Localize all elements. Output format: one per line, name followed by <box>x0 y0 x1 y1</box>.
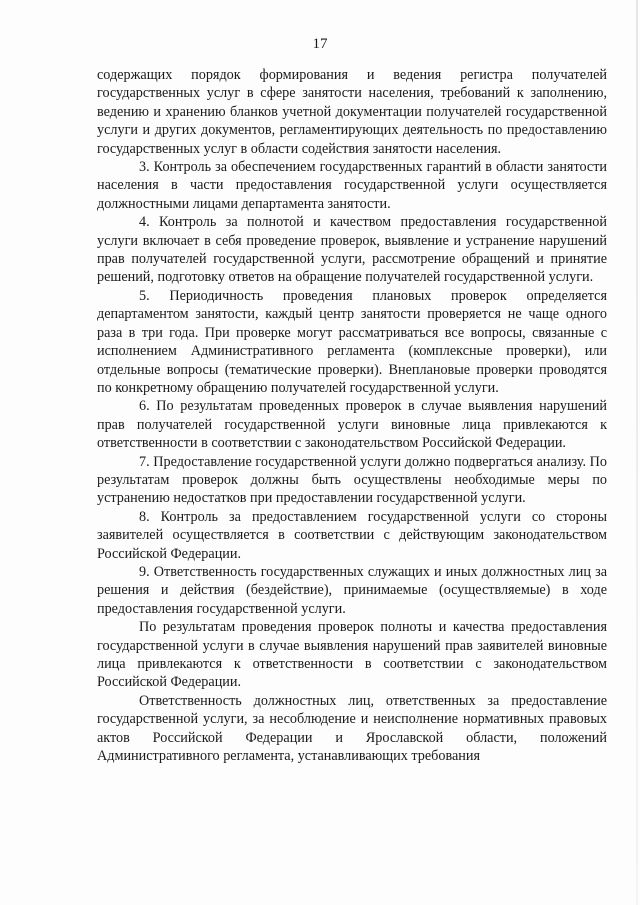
paragraph-item-7: 7. Предоставление государственной услуги должно подвергаться анализу. По результатам проверок должны быть осуществлены необходимые меры по устранению недостатков при предоставлении государственной услуги. <box>97 453 607 507</box>
paragraph-item-8: 8. Контроль за предоставлением государственной услуги со стороны заявителей осуществляется в соответствии с действующим законодательством Российской Федерации. <box>97 508 607 562</box>
page-number: 17 <box>312 36 328 52</box>
paragraph-item-9: 9. Ответственность государственных служащих и иных должностных лиц за решения и действия (бездействие), принимаемые (осуществляемые) в ходе предоставления государственной услуги. <box>97 563 607 617</box>
scan-edge-shadow <box>636 0 638 905</box>
document-body <box>97 66 607 765</box>
paragraph-item-3: 3. Контроль за обеспечением государственных гарантий в области занятости населения в части предоставления государственной услуги осуществляется должностными лицами департамента занятости. <box>97 159 607 212</box>
paragraph-item-5: 5. Периодичность проведения плановых проверок определяется департаментом занятости, каждый центр занятости проверяется не чаще одного раза в три года. При проверке могут рассматриваться все вопросы, связанные с исполнением Административного регламента (комплексные проверки), или отдельные вопросы (тематические проверки). Внеплановые проверки проводятся по конкретному обращению получателей государственной услуги. <box>97 287 607 396</box>
paragraph-item-4: 4. Контроль за полнотой и качеством предоставления государственной услуги включает в себя проведение проверок, выявление и устранение нарушений прав получателей государственной услуги, рассмотрение обращений и принятие решений, подготовку ответов на обращение получателей государственной услуги. <box>97 214 607 286</box>
paragraph-results: По результатам проведения проверок полноты и качества предоставления государственной услуги в случае выявления нарушений прав заявителей виновные лица привлекаются к ответственности в соответствии с законодательством Российской Федерации. <box>97 619 607 691</box>
paragraph-responsibility: Ответственность должностных лиц, ответственных за предоставление государственной услуги, за несоблюдение и неисполнение нормативных правовых актов Российской Федерации и Ярославской области, положений Административного регламента, устанавливающих требования <box>97 692 607 765</box>
paragraph-item-6: 6. По результатам проведенных проверок в случае выявления нарушений прав получателей государственной услуги виновные лица привлекаются к ответственности в соответствии с законодательством Российской Федерации. <box>97 398 607 452</box>
paragraph-continuation: содержащих порядок формирования и ведения регистра получателей государственных услуг в сфере занятости населения, требований к заполнению, ведению и хранению бланков учетной документации получателей государственной услуги и других документов, регламентирующих деятельность по предоставлению государственных услуг в области содействия занятости населения. <box>97 67 607 157</box>
